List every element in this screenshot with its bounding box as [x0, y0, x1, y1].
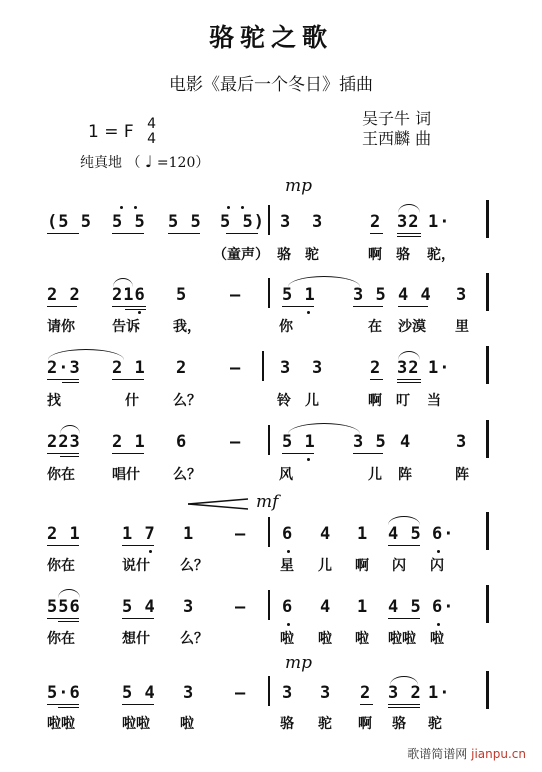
slur — [60, 425, 80, 434]
beam-line — [47, 704, 79, 705]
beam-line — [112, 233, 144, 234]
row7-lyric-3: 啦 — [180, 716, 194, 732]
row2-lyric-7: 里 — [455, 319, 469, 335]
barline — [268, 205, 270, 235]
row3-lyric-7: 叮 — [396, 393, 410, 409]
octave-dot — [307, 311, 310, 314]
row3-m5: 3 — [280, 358, 292, 378]
time-bottom: 4 — [147, 131, 156, 147]
row3-m6: 3 — [312, 358, 324, 378]
row2-lyric-5: 在 — [368, 319, 382, 335]
beam-line — [397, 236, 421, 237]
row7-m4: — — [235, 683, 247, 703]
beam-line — [47, 306, 77, 307]
beam-line — [282, 306, 314, 307]
row6-m2: 5 4 — [122, 597, 156, 617]
row7-lyric-4: 骆 — [280, 716, 294, 732]
row6-lyric-4: 啦 — [280, 631, 294, 647]
beam-line — [122, 545, 154, 546]
octave-dot — [149, 550, 152, 553]
barline-thick — [486, 420, 489, 458]
row5-lyric-8: 闪 — [430, 558, 444, 574]
row7-m6: 3 — [320, 683, 332, 703]
time-top: 4 — [147, 116, 156, 132]
row3-m7: 2 — [370, 358, 382, 378]
lyricist-credit: 吴子牛 词 — [362, 109, 432, 128]
row2-lyric-1: 请你 — [47, 319, 75, 335]
beam-line — [47, 618, 79, 619]
row4-lyric-5: 儿 — [368, 467, 382, 483]
row4-m3: 6 — [176, 432, 188, 452]
row3-m3: 2 — [176, 358, 188, 378]
row1-lyric-pre: （童声） — [213, 247, 269, 263]
row3-lyric-8: 当 — [427, 393, 441, 409]
row4-m4: — — [230, 432, 242, 452]
row4-m7: 4 — [400, 432, 412, 452]
beam-line — [112, 306, 146, 307]
beam-line — [282, 453, 314, 454]
row6-lyric-5: 啦 — [318, 631, 332, 647]
row7-lyric-8: 驼 — [428, 716, 442, 732]
row1-lyric-2: 驼 — [305, 247, 319, 263]
row1-m7: 2 — [370, 212, 382, 232]
row5-lyric-6: 啊 — [355, 558, 369, 574]
row4-lyric-6: 阵 — [398, 467, 412, 483]
row2-m7: 4 4 — [398, 285, 432, 305]
dynamic-mf: mf — [256, 492, 279, 512]
beam-line — [122, 618, 154, 619]
row6-lyric-3: 么？ — [180, 631, 208, 647]
tie-arc — [48, 349, 124, 360]
octave-dot — [134, 206, 137, 209]
beam-line — [353, 306, 383, 307]
beam-line — [388, 707, 420, 708]
row3-m2: 2 1 — [112, 358, 146, 378]
row5-lyric-7: 闪 — [392, 558, 406, 574]
row3-m4: — — [230, 358, 242, 378]
barline-thick — [486, 671, 489, 709]
beam-line — [370, 379, 383, 380]
row4-lyric-1: 你在 — [47, 467, 75, 483]
barline — [268, 517, 270, 547]
row6-m5: 6 — [282, 597, 294, 617]
watermark — [407, 745, 526, 762]
row2-m4: — — [230, 285, 242, 305]
row1-m9: 1· — [428, 212, 451, 232]
row3-lyric-3: 么？ — [173, 393, 201, 409]
beam-line — [388, 545, 420, 546]
row6-m3: 3 — [183, 597, 195, 617]
song-title: 骆驼之歌 — [208, 23, 333, 52]
tempo-value: =120） — [156, 155, 210, 171]
row1-m5: 3 — [280, 212, 292, 232]
row6-m6: 4 — [320, 597, 332, 617]
row7-lyric-6: 啊 — [358, 716, 372, 732]
beam-line — [398, 306, 428, 307]
row7-lyric-7: 骆 — [392, 716, 406, 732]
row1-m1: (5 5 — [47, 212, 92, 232]
quarter-note-icon: ♩ — [144, 152, 153, 171]
row3-m8: 32 — [397, 358, 420, 378]
row6-lyric-2: 想什 — [122, 631, 150, 647]
row7-m8: 3 2 — [388, 683, 422, 703]
row6-m9: 6· — [432, 597, 455, 617]
row7-m2: 5 4 — [122, 683, 156, 703]
row7-m9: 1· — [428, 683, 451, 703]
octave-dot — [138, 311, 141, 314]
beam-line — [397, 382, 421, 383]
watermark-text: 歌谱简谱网 — [407, 747, 468, 761]
beam-line — [112, 453, 144, 454]
beam-line — [47, 233, 79, 234]
beam-line — [360, 704, 373, 705]
row5-lyric-3: 么？ — [180, 558, 208, 574]
beam-line — [397, 379, 421, 380]
octave-dot — [120, 206, 123, 209]
beam-line — [62, 382, 79, 383]
row7-m7: 2 — [360, 683, 372, 703]
beam-line — [58, 707, 79, 708]
beam-line — [47, 379, 79, 380]
barline-thick — [486, 346, 489, 384]
barline-thick — [486, 585, 489, 623]
slur — [398, 351, 420, 360]
tempo-label: 纯真地 — [80, 155, 122, 171]
row1-m6: 3 — [312, 212, 324, 232]
tempo-open: （ — [126, 155, 141, 171]
row4-m2: 2 1 — [112, 432, 146, 452]
row4-m8: 3 — [456, 432, 468, 452]
row1-lyric-3: 啊 — [368, 247, 382, 263]
row5-m6: 4 — [320, 524, 332, 544]
row5-m7: 1 — [357, 524, 369, 544]
slur — [113, 278, 133, 287]
row5-m9: 6· — [432, 524, 455, 544]
row6-lyric-1: 你在 — [47, 631, 75, 647]
row4-lyric-2: 唱什 — [112, 467, 140, 483]
barline-thick — [486, 273, 489, 311]
row7-lyric-5: 驼 — [318, 716, 332, 732]
beam-line — [60, 456, 79, 457]
row4-m5: 5 1 — [282, 432, 316, 452]
row2-lyric-2: 告诉 — [112, 319, 140, 335]
row6-m4: — — [235, 597, 247, 617]
beam-line — [125, 309, 146, 310]
beam-line — [112, 379, 144, 380]
dynamic-mp-2: mp — [285, 653, 313, 673]
beam-line — [58, 621, 79, 622]
row1-m2: 5 5 — [112, 212, 146, 232]
row2-m5: 5 1 — [282, 285, 316, 305]
beam-line — [226, 233, 258, 234]
beam-line — [122, 704, 154, 705]
song-subtitle: 电影《最后一个冬日》插曲 — [169, 75, 373, 95]
row3-m9: 1· — [428, 358, 451, 378]
octave-dot — [307, 458, 310, 461]
beam-line — [168, 233, 200, 234]
row5-m8: 4 5 — [388, 524, 422, 544]
row2-lyric-4: 你 — [279, 319, 293, 335]
row5-m3: 1 — [183, 524, 195, 544]
row5-lyric-2: 说什 — [122, 558, 150, 574]
beam-line — [47, 545, 79, 546]
slur — [388, 516, 420, 525]
octave-dot — [287, 550, 290, 553]
row4-lyric-4: 风 — [279, 467, 293, 483]
row4-lyric-3: 么？ — [173, 467, 201, 483]
row1-m8: 32 — [397, 212, 420, 232]
octave-dot — [437, 550, 440, 553]
barline — [268, 676, 270, 706]
octave-dot — [227, 206, 230, 209]
row7-m3: 3 — [183, 683, 195, 703]
beam-line — [47, 453, 79, 454]
beam-line — [388, 618, 420, 619]
row7-lyric-2: 啦啦 — [122, 716, 150, 732]
slur — [58, 589, 80, 598]
beam-line — [370, 233, 383, 234]
row3-lyric-5: 儿 — [305, 393, 319, 409]
barline-thick — [486, 512, 489, 550]
row5-lyric-1: 你在 — [47, 558, 75, 574]
row5-lyric-5: 儿 — [318, 558, 332, 574]
row4-m1: 223 — [47, 432, 81, 452]
row2-m2: 216 — [112, 285, 146, 305]
row5-m1: 2 1 — [47, 524, 81, 544]
row4-m6: 3 5 — [353, 432, 387, 452]
row6-lyric-7: 啦啦 — [388, 631, 416, 647]
barline — [268, 425, 270, 455]
tie-arc — [288, 276, 360, 287]
row6-lyric-8: 啦 — [430, 631, 444, 647]
row5-lyric-4: 星 — [280, 558, 294, 574]
beam-line — [353, 453, 383, 454]
beam-line — [397, 233, 421, 234]
row5-m2: 1 7 — [122, 524, 156, 544]
row7-m5: 3 — [282, 683, 294, 703]
row1-lyric-5: 驼， — [427, 247, 455, 263]
row1-lyric-4: 骆 — [396, 247, 410, 263]
octave-dot — [241, 206, 244, 209]
row3-lyric-2: 什 — [125, 393, 139, 409]
row6-m7: 1 — [357, 597, 369, 617]
tempo-marking — [80, 152, 209, 172]
row3-lyric-6: 啊 — [368, 393, 382, 409]
row3-lyric-1: 找 — [47, 393, 61, 409]
slur — [390, 676, 418, 685]
row3-lyric-4: 铃 — [277, 393, 291, 409]
row1-lyric-1: 骆 — [277, 247, 291, 263]
octave-dot — [437, 623, 440, 626]
row4-lyric-7: 阵 — [455, 467, 469, 483]
barline — [268, 590, 270, 620]
row5-m5: 6 — [282, 524, 294, 544]
key-signature — [88, 117, 156, 147]
row2-m3: 5 — [176, 285, 188, 305]
slur — [398, 204, 420, 213]
crescendo-hairpin-icon — [188, 496, 250, 515]
row1-m4: 5 5) — [220, 212, 265, 232]
barline — [268, 278, 270, 308]
barline — [262, 351, 264, 381]
key-label: 1 = F — [88, 122, 134, 142]
row1-m3: 5 5 — [168, 212, 202, 232]
row6-m1: 556 — [47, 597, 81, 617]
beam-line — [388, 704, 420, 705]
composer-credit: 王西麟 曲 — [362, 129, 432, 148]
row2-m8: 3 — [456, 285, 468, 305]
row2-m1: 2 2 — [47, 285, 81, 305]
row2-lyric-6: 沙漠 — [398, 319, 426, 335]
row7-lyric-1: 啦啦 — [47, 716, 75, 732]
octave-dot — [287, 623, 290, 626]
row7-m1: 5·6 — [47, 683, 81, 703]
row2-m6: 3 5 — [353, 285, 387, 305]
tie-arc — [288, 423, 360, 434]
row6-lyric-6: 啦 — [355, 631, 369, 647]
row3-m1: 2·3 — [47, 358, 81, 378]
row6-m8: 4 5 — [388, 597, 422, 617]
barline-thick — [486, 200, 489, 238]
row5-m4: — — [235, 524, 247, 544]
row2-lyric-3: 我， — [173, 319, 201, 335]
dynamic-mp-1: mp — [285, 176, 313, 196]
watermark-site: jianpu.cn — [471, 747, 526, 761]
time-signature — [147, 117, 156, 147]
